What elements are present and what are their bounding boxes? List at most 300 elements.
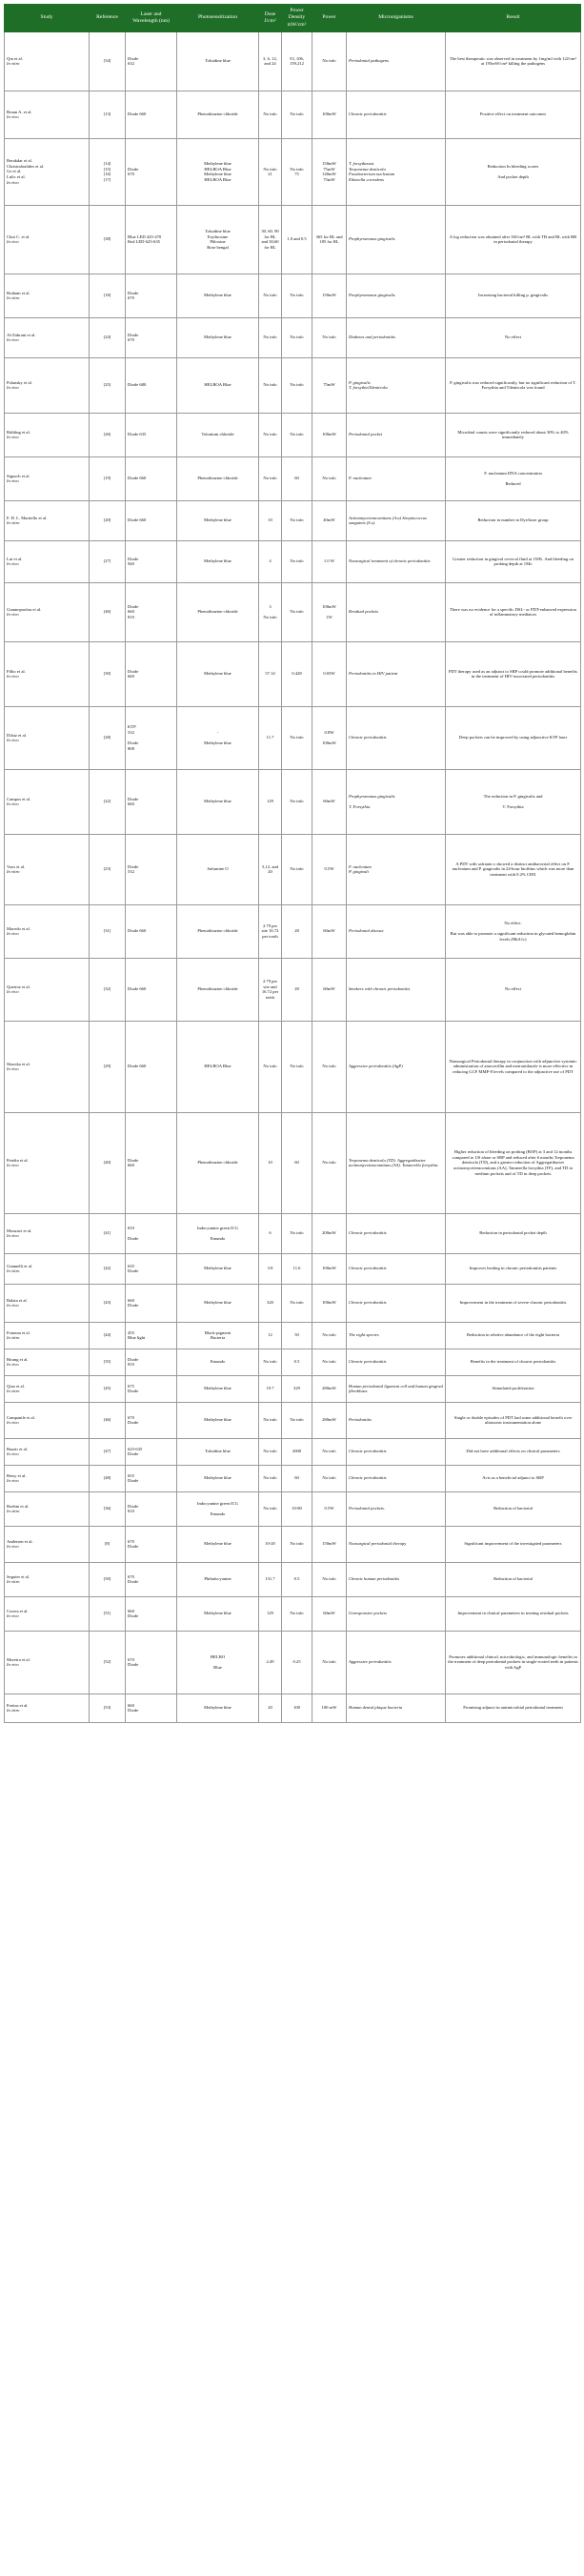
cell-reference-text: [29] [103,1064,111,1069]
table-row [5,769,581,834]
cell-microorganisms-text: Chronic human periodontitis [349,1576,400,1582]
cell-result-text: Significant improvement of the investigated parameters [464,1541,562,1547]
cell-power-density [282,1491,312,1526]
cell-power [312,958,347,1021]
cell-power-text: 40mW [323,517,335,523]
cell-power-density [282,540,312,582]
cell-reference [90,1112,126,1213]
cell-microorganisms [347,1438,446,1465]
cell-photosensitization [177,1562,259,1596]
cell-power-density-text: No info [290,112,304,117]
cell-photosensitization [177,1402,259,1438]
cell-power-density-text: No info [290,382,304,388]
cell-photosensitization [177,413,259,456]
cell-laser [126,274,177,317]
cell-power [312,1526,347,1562]
cell-result [446,1596,581,1631]
cell-result-text: Single or double episodes of PDT had some additional benefit over ultrasonic instrumentation alone [453,1414,573,1426]
cell-reference [90,91,126,138]
cell-microorganisms [347,456,446,500]
table-row [5,641,581,706]
cell-power-density-text: No info 75 [290,166,304,177]
cell-reference-text: [36] [103,1506,111,1511]
cell-photosensitization-text: Methylene blue [204,799,232,804]
cell-dose-text: No info [263,112,277,117]
cell-photosensitization [177,1112,259,1213]
cell-power-density-text: No info [290,1064,304,1069]
cell-result-text: No effect [504,335,522,340]
study-setting: In vitro [7,295,20,301]
cell-reference [90,1375,126,1402]
cell-reference-text: [22] [103,799,111,804]
cell-dose [259,1322,282,1349]
cell-microorganisms-text: Nonsurgical treatment of chronic periodontitis [349,558,431,564]
cell-photosensitization-text: Methylene blue [204,1705,232,1711]
cell-photosensitization-text: Methylene blue [204,671,232,677]
cell-reference [90,1349,126,1375]
cell-result [446,1438,581,1465]
cell-dose [259,641,282,706]
study-author: Chui C. et al. [7,233,30,239]
cell-power [312,1322,347,1349]
cell-dose-text: 5,12, and 20 [262,863,278,875]
table-row [5,317,581,357]
cell-photosensitization [177,1526,259,1562]
cell-microorganisms-text: The eight species [349,1332,379,1338]
cell-laser-text: 455 Blue light [128,1329,146,1341]
cell-reference-text: [51] [103,1611,111,1616]
study-setting: In vitro [7,869,20,875]
cell-photosensitization [177,706,259,769]
cell-laser [126,834,177,904]
cell-reference [90,904,126,958]
cell-microorganisms-text: Aggressive periodontitis (AgP) [349,1064,403,1069]
cell-laser-text: 660 Diode [128,1608,139,1619]
cell-power-text: No info [322,1449,336,1454]
cell-microorganisms-text: Porphyromonas gingivalis [349,293,395,298]
cell-photosensitization-text: Emundo [210,1359,226,1365]
cell-power-text: 60mW [323,799,335,804]
cell-photosensitization-text: Methylene blue [204,1475,232,1481]
cell-microorganisms [347,706,446,769]
cell-power-text: 280mW [322,1386,336,1391]
cell-power-text: No info [322,1064,336,1069]
cell-power-density [282,1438,312,1465]
table-row [5,1322,581,1349]
cell-study [5,138,90,205]
study-author: Andersen et al. [7,1538,33,1544]
cell-power-density-text: No info [290,1230,304,1236]
cell-photosensitization [177,1438,259,1465]
cell-result-text: Reduction of bacterial [493,1576,533,1582]
cell-power-text: No info [322,476,336,481]
cell-dose [259,904,282,958]
cell-power-text: 60mW [323,1611,335,1616]
cell-microorganisms-text: Periodontitis [349,1417,372,1423]
cell-laser-text: KTP 532 Diode 808 [128,723,139,751]
cell-photosensitization-text: HELBO Blue [210,1653,226,1671]
study-author: Giannopoulou et al. [7,606,42,612]
cell-photosensitization [177,138,259,205]
cell-result-text: Improvement in the treatment of severe chronic periodontitis [459,1300,567,1306]
col-header-result: Result [446,5,581,32]
cell-power [312,138,347,205]
cell-photosensitization [177,1021,259,1112]
cell-result [446,958,581,1021]
table-row [5,500,581,540]
cell-microorganisms-text: F. nucleatum [349,476,372,481]
cell-power-text: No info [322,58,336,64]
col-header-power: Power [312,5,347,32]
cell-reference-text: [44] [103,1332,111,1338]
cell-microorganisms-text: Chronic periodontitis [349,1266,387,1271]
cell-power-density [282,456,312,500]
cell-power [312,274,347,317]
cell-photosensitization-text: Toluidine blue [205,58,231,64]
cell-dose-text: 4 [269,558,272,564]
cell-power-text: No info [322,1475,336,1481]
cell-laser [126,1694,177,1722]
cell-microorganisms-text: Nonsurgical periodontal therapy [349,1541,407,1547]
cell-microorganisms [347,357,446,413]
cell-photosensitization [177,1284,259,1322]
cell-dose [259,138,282,205]
cell-study [5,1491,90,1526]
study-setting: In vitro [7,1708,20,1714]
cell-power [312,1402,347,1438]
cell-power-density-text: 0.5 [293,1359,300,1365]
col-header-laser: Laser and Wavelength (nm) [126,5,177,32]
cell-laser [126,706,177,769]
cell-microorganisms [347,1284,446,1322]
study-author: Queiroz et al. [7,984,30,989]
cell-study [5,1402,90,1438]
cell-laser [126,317,177,357]
cell-power [312,500,347,540]
cell-result-text: Improves healing in chronic periodontitis patients [469,1266,557,1271]
cell-study [5,1596,90,1631]
cell-photosensitization [177,274,259,317]
cell-power-density-text: 0.428 [292,671,302,677]
study-setting: In vivo [7,674,19,679]
cell-microorganisms [347,904,446,958]
table-row [5,274,581,317]
cell-photosensitization-text: Tolonium chloride [201,432,234,437]
cell-microorganisms [347,1694,446,1722]
cell-result-text: Did not have additional effects on clinical parameters [466,1449,560,1454]
cell-photosensitization-text: Phenothiazine chloride [197,476,238,481]
study-setting: In vitro [7,1509,20,1514]
table-row [5,904,581,958]
cell-result [446,582,581,641]
study-author: Freitas et al. [7,1702,29,1708]
cell-study [5,1021,90,1112]
cell-power-text: 0.5W [324,866,334,872]
cell-photosensitization-text: Methylene blue [204,517,232,523]
table-row [5,1213,581,1253]
cell-result-text: P. gingivalis was reduced significantly, but no significant reduction of T. Forsythia and Tdenticola was found [450,379,576,391]
cell-dose [259,958,282,1021]
cell-photosensitization-text: Methylene blue [204,1386,232,1391]
cell-reference [90,317,126,357]
cell-power-text: 280mW [322,1417,336,1423]
cell-laser-text: 655 Diode [128,1472,139,1484]
cell-laser [126,1284,177,1322]
cell-laser-text: 670 Diode [128,1656,139,1668]
study-setting: In vivo [7,1478,19,1484]
table-row [5,1021,581,1112]
cell-study [5,31,90,91]
cell-reference [90,205,126,274]
cell-dose [259,1526,282,1562]
cell-microorganisms [347,1491,446,1526]
cell-power [312,317,347,357]
cell-laser [126,1213,177,1253]
cell-study [5,582,90,641]
study-author: Sigusch et al. [7,473,30,478]
cell-result-text: No effect. But was able to promote a significant reduction in glycated hemoglobin levels (HbA1c) [450,920,576,943]
study-author: Petelin et al. [7,1157,29,1163]
cell-dose [259,1112,282,1213]
cell-power-density-text: No info [290,558,304,564]
cell-power-text: No info [322,1359,336,1365]
cell-dose-text: 30, 60, 90 for BL and 30,60 for RL [261,228,279,251]
cell-study [5,456,90,500]
cell-photosensitization-text: Methylene blue [204,1541,232,1547]
cell-microorganisms-text: Human dental plaque bacteria [349,1705,403,1711]
cell-laser-text: 670 Diode [128,1414,139,1426]
cell-power-density [282,91,312,138]
cell-dose-text: No info [263,335,277,340]
cell-reference [90,1438,126,1465]
cell-photosensitization-text: HELBOA Blue [204,382,232,388]
col-header-reference: Reference [90,5,126,32]
cell-study [5,769,90,834]
cell-laser [126,205,177,274]
cell-photosensitization [177,540,259,582]
cell-microorganisms-text: Periodontal pathogens [349,58,389,64]
cell-reference-text: [28] [103,735,111,740]
cell-result-text: PDT therapy used as an adjunct to SRP could promote additional benefits in the treatment of HIV-associated periodontitis [448,668,578,679]
table-row [5,1284,581,1322]
cell-power-density [282,1021,312,1112]
cell-result-text: Reduction of bacterial [493,1506,533,1511]
study-setting: In vitro [7,1579,20,1585]
study-author: Al-Zahrani et al. [7,332,36,337]
cell-photosensitization-text: Phenothiazine chloride [197,986,238,992]
cell-microorganisms [347,1526,446,1562]
cell-power-density-text: 329 [293,1386,300,1391]
cell-microorganisms [347,1253,446,1284]
cell-dose [259,1465,282,1491]
study-author: Berakdar et al. Christodoulides et al. Ge et al. Lulic et al. [7,157,45,180]
cell-power [312,1253,347,1284]
cell-laser-text: Diode 680 [128,382,147,388]
cell-photosensitization [177,456,259,500]
cell-power-text: 100mW [322,112,336,117]
study-setting: In vitro [7,1335,20,1341]
cell-study [5,1213,90,1253]
cell-result [446,1375,581,1402]
cell-microorganisms-text: Chronic periodontitis [349,1230,387,1236]
study-author: Skorska et al. [7,1061,30,1066]
cell-reference-text: [31] [103,928,111,934]
cell-photosensitization-text: Phenothiazine chloride [197,928,238,934]
cell-dose [259,31,282,91]
cell-power-density [282,1596,312,1631]
study-setting: In vivo [7,478,19,484]
table-body [5,31,581,1722]
col-header-microorganisms: Microorganisms [347,5,446,32]
cell-reference [90,1631,126,1694]
cell-power-density [282,706,312,769]
cell-result-text: Reduction In bleeding scores And pocket depth [487,163,539,180]
cell-reference-text: [41] [103,1230,111,1236]
cell-study [5,357,90,413]
table-header-row [5,5,581,32]
cell-power-density [282,205,312,274]
cell-result [446,641,581,706]
cell-reference [90,357,126,413]
cell-power-text: 1.0 W [323,558,335,564]
cell-study [5,1465,90,1491]
cell-reference-text: [50] [103,1576,111,1582]
cell-power-text: 0.8W 100mW [322,729,336,746]
cell-laser [126,904,177,958]
cell-laser-text: 635 Diode [128,1263,139,1274]
cell-power-text: 100mW [322,1266,336,1271]
cell-photosensitization [177,1322,259,1349]
cell-laser [126,1322,177,1349]
cell-power-text: 200mW [322,1230,336,1236]
cell-study [5,904,90,958]
cell-photosensitization-text: Phenothiazine chloride [197,1160,238,1166]
table-row [5,540,581,582]
cell-power-density [282,1349,312,1375]
cell-microorganisms-text: F. nucleatum P. gingivali [349,863,372,875]
cell-reference [90,1402,126,1438]
cell-reference [90,500,126,540]
cell-photosensitization-text: Methylene blue [204,1266,232,1271]
cell-result [446,706,581,769]
cell-reference-text: [46] [103,1417,111,1423]
cell-result-text: Benefits in the treatment of chronic periodontitis [470,1359,556,1365]
cell-power-text: No info [322,1160,336,1166]
cell-power-density [282,1112,312,1213]
cell-power [312,1284,347,1322]
cell-power-density-text: No info [290,609,304,615]
cell-dose [259,769,282,834]
cell-power-density [282,1375,312,1402]
cell-laser [126,1631,177,1694]
cell-result-text: A PDT with safranin o showed a distinct antibacterial effect on F. nucleatum and P. gingivalis in 24-hour biofilms which was more than treatment with 0.2% CHX [452,861,574,878]
cell-result [446,1213,581,1253]
cell-reference-text: [32] [103,986,111,992]
cell-laser-text: 810 Diode [128,1225,139,1242]
cell-microorganisms [347,205,446,274]
cell-result-text: Reduction in relative abundance of the eight bacteria [466,1332,560,1338]
cell-power-text: 75mW [323,382,335,388]
cell-microorganisms-text: Residual pockets [349,609,378,615]
cell-laser-text: Diode 660 810 [128,603,139,620]
cell-microorganisms [347,500,446,540]
col-header-photosensitization: Photosensitization [177,5,259,32]
cell-power-density [282,1213,312,1253]
cell-power-density [282,1402,312,1438]
cell-result [446,1253,581,1284]
table-row [5,1402,581,1438]
cell-result [446,1021,581,1112]
cell-study [5,706,90,769]
cell-dose [259,1596,282,1631]
cell-photosensitization-text: Phthalocyanine [204,1576,232,1582]
cell-power-density [282,138,312,205]
study-setting: In vivo [7,1662,19,1668]
table-row [5,138,581,205]
cell-result [446,317,581,357]
study-author: Braun A. et al. [7,109,32,114]
cell-reference [90,1596,126,1631]
cell-result-text: Promising adjunct in antimicrobial periodontal treatment [463,1705,563,1711]
cell-reference [90,1694,126,1722]
study-setting: In vitro [7,1268,20,1274]
cell-power-density-text: 10-80 [292,1506,302,1511]
cell-power [312,1112,347,1213]
cell-result [446,1465,581,1491]
cell-dose [259,1284,282,1322]
cell-laser-text: 675 Diode [128,1383,139,1394]
cell-dose-text: No info [263,1417,277,1423]
cell-microorganisms [347,540,446,582]
cell-power-text: 150mW [322,293,336,298]
cell-result [446,1349,581,1375]
cell-microorganisms [347,582,446,641]
cell-laser [126,582,177,641]
cell-dose-text: No info [263,432,277,437]
cell-power [312,205,347,274]
cell-photosensitization-text: Indocyanine green ICG Emundo [196,1500,239,1517]
cell-photosensitization-text: Methylene blue [204,335,232,340]
cell-power-density-text: 0.25 [292,1659,301,1665]
study-setting: In vivo [7,989,19,995]
study-author: Rühling et al. [7,429,30,435]
cell-result-text: Greater reduction in gingival cervical fluid at 1WK. And bleeding on probing depth at 1Mo [453,556,574,567]
cell-power-density [282,958,312,1021]
cell-reference [90,769,126,834]
cell-result-text: The best therapeutic was observed in treatment by 1mg/ml with 12J/cm² at 195mW/cm² killing the pathogens [450,55,576,67]
cell-reference-text: [18] [103,293,111,298]
cell-power [312,1021,347,1112]
cell-laser [126,31,177,91]
cell-study [5,317,90,357]
cell-study [5,1562,90,1596]
cell-dose [259,413,282,456]
cell-dose [259,91,282,138]
cell-microorganisms [347,1021,446,1112]
cell-photosensitization [177,904,259,958]
study-setting: In vivo [7,179,19,185]
cell-dose-text: 6 [269,1230,272,1236]
cell-laser-text: Blue LED 425-470 Red LED 625-635 [128,233,162,245]
cell-result-text: Reduction in periodontal pocket depth [479,1230,547,1236]
cell-power-text: No info [322,1332,336,1338]
study-author: Polansky et al. [7,379,32,385]
cell-microorganisms-text: Prophyromonas gingivalis [349,236,395,242]
cell-result [446,1562,581,1596]
cell-power [312,91,347,138]
cell-photosensitization-text: Safranine O [207,866,229,872]
cell-result [446,769,581,834]
